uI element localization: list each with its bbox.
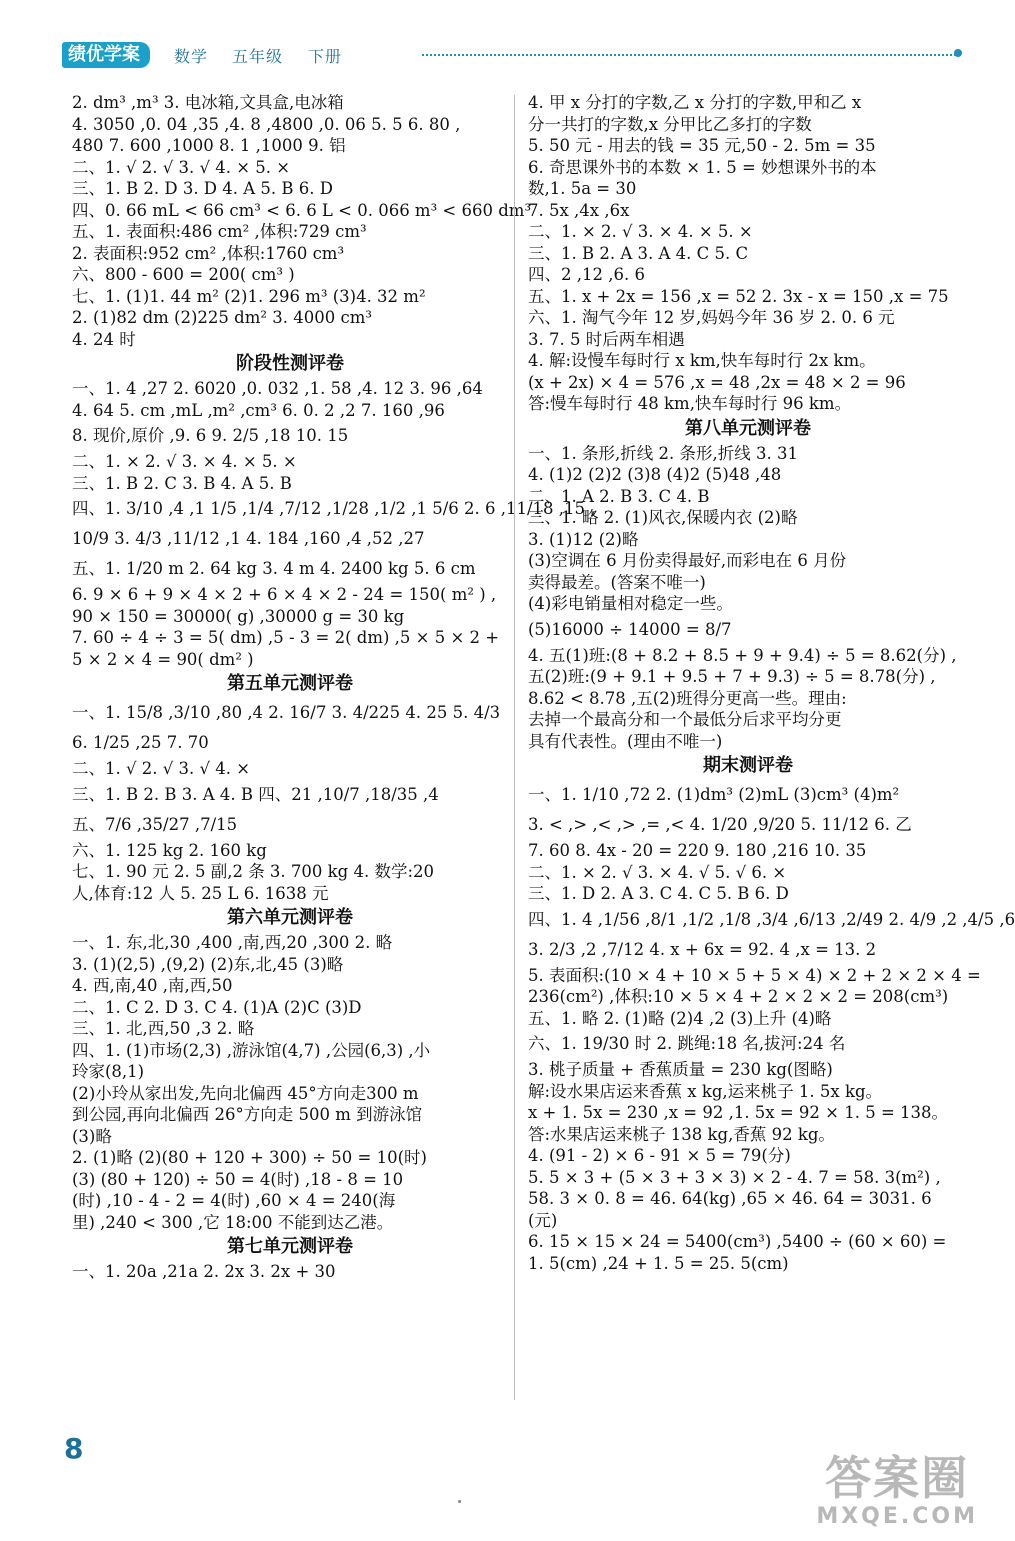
answer-line: 里) ,240 < 300 ,它 18:00 不能到达乙港。 [72, 1212, 394, 1232]
answer-line: 3. 7. 5 时后两车相遇 [528, 329, 685, 349]
section-title: 第五单元测评卷 [227, 673, 353, 694]
answer-line: 4. 3050 ,0. 04 ,35 ,4. 8 ,4800 ,0. 06 5. 5 6. 80 , [72, 114, 461, 134]
answer-line: 3. < ,> ,< ,> ,= ,< 4. 1/20 ,9/20 5. 11/12 6. 乙 [528, 815, 912, 834]
answer-line: 七、1. (1)1. 44 m² (2)1. 296 m³ (3)4. 32 m² [72, 286, 426, 306]
answer-line: 236(cm²) ,体积:10 × 5 × 4 + 2 × 2 × 2 = 208(cm³) [528, 987, 949, 1006]
answer-line: 去掉一个最高分和一个最低分后求平均分更 [528, 710, 842, 729]
answer-line: (5)16000 ÷ 14000 = 8/7 [528, 619, 732, 639]
answer-line: 六、1. 淘气今年 12 岁,妈妈今年 36 岁 2. 0. 6 元 [528, 308, 895, 327]
answer-line: 玲家(8,1) [72, 1062, 145, 1081]
answer-line: 3. 2/3 ,2 ,7/12 4. x + 6x = 92. 4 ,x = 13. 2 [528, 939, 877, 959]
answer-line: 三、1. 北,西,50 ,3 2. 略 [72, 1019, 255, 1038]
answer-line: 一、1. 东,北,30 ,400 ,南,西,20 ,300 2. 略 [72, 933, 393, 952]
answer-line: 4. 甲 x 分打的字数,乙 x 分打的字数,甲和乙 x [528, 93, 862, 112]
answer-line: (时) ,10 - 4 - 2 = 4(时) ,60 × 4 = 240(海 [72, 1191, 396, 1210]
answer-line: 五、1. 略 2. (1)略 (2)4 ,2 (3)上升 (4)略 [528, 1008, 832, 1028]
answer-line: 一、1. 条形,折线 2. 条形,折线 3. 31 [528, 443, 798, 463]
answer-line: 到公园,再向北偏西 26°方向走 500 m 到游泳馆 [72, 1105, 423, 1124]
answer-line: 四、1. 4 ,1/56 ,8/1 ,1/2 ,1/8 ,3/4 ,6/13 ,2/49 2. 4/9 ,2 ,4/5 ,6 [528, 909, 1015, 929]
answer-line: (3)略 [72, 1126, 112, 1146]
answer-line: 三、1. 略 2. (1)风衣,保暖内衣 (2)略 [528, 508, 798, 527]
answer-line: 答:慢车每时行 48 km,快车每时行 96 km。 [528, 394, 852, 413]
answer-line: x + 1. 5x = 230 ,x = 92 ,1. 5x = 92 × 1. 5 = 138。 [528, 1103, 949, 1122]
answer-line: 卖得最差。(答案不唯一) [528, 572, 706, 592]
answer-line: 三、1. B 2. D 3. D 4. A 5. B 6. D [72, 179, 334, 198]
answer-line: 4. 西,南,40 ,南,西,50 [72, 976, 233, 995]
answer-line: (元) [528, 1210, 558, 1230]
answer-line: 6. 9 × 6 + 9 × 4 × 2 + 6 × 4 × 2 - 24 = 150( m² ) , [72, 585, 497, 604]
answer-line: (4)彩电销量相对稳定一些。 [528, 594, 733, 613]
answer-line: 七、1. 90 元 2. 5 副,2 条 3. 700 kg 4. 数学:20 [72, 862, 435, 881]
section-title: 第七单元测评卷 [227, 1236, 353, 1257]
answer-line: 二、1. × 2. √ 3. × 4. × 5. × [72, 452, 297, 471]
answer-line: 2. 表面积:952 cm² ,体积:1760 cm³ [72, 243, 345, 263]
answer-line: 五(2)班:(9 + 9.1 + 9.5 + 7 + 9.3) ÷ 5 = 8.78(分) , [528, 667, 936, 686]
subject-label: 数学 [174, 47, 209, 66]
section-title: 期末测评卷 [703, 755, 793, 776]
answer-line: 四、1. 3/10 ,4 ,1 1/5 ,1/4 ,7/12 ,1/28 ,1/2 ,1 5/6 2. 6 ,11/18 ,15 , [72, 499, 596, 518]
watermark-url: MXQE.COM [816, 1504, 978, 1529]
answer-line: 二、1. A 2. B 3. C 4. B [528, 486, 710, 506]
answer-line: 4. (91 - 2) × 6 - 91 × 5 = 79(分) [528, 1146, 791, 1165]
answer-line: 一、1. 1/10 ,72 2. (1)dm³ (2)mL (3)cm³ (4)m² [528, 785, 900, 804]
answer-line: 8. 现价,原价 ,9. 6 9. 2/5 ,18 10. 15 [72, 426, 349, 445]
answer-line: 3. (1)12 (2)略 [528, 529, 639, 549]
answer-line: 10/9 3. 4/3 ,11/12 ,1 4. 184 ,160 ,4 ,52 ,27 [72, 529, 425, 548]
answer-line: 4. 24 时 [72, 329, 136, 349]
answer-line: 一、1. 15/8 ,3/10 ,80 ,4 2. 16/7 3. 4/225 4. 25 5. 4/3 [72, 703, 501, 722]
answer-line: 具有代表性。(理由不唯一) [528, 731, 723, 751]
answer-line: 三、1. B 2. C 3. B 4. A 5. B [72, 473, 292, 493]
answer-line: 五、1. 表面积:486 cm² ,体积:729 cm³ [72, 222, 367, 241]
watermark-logo-text: 答案圈 [825, 1451, 970, 1505]
answer-line: 58. 3 × 0. 8 = 46. 64(kg) ,65 × 46. 64 = 3031. 6 [528, 1189, 932, 1208]
answer-line: 4. 五(1)班:(8 + 8.2 + 8.5 + 9 + 9.4) ÷ 5 = 8.62(分) , [528, 645, 957, 665]
answer-line: 二、1. √ 2. √ 3. √ 4. × 5. × [72, 157, 291, 177]
answer-line: 解:设水果店运来香蕉 x kg,运来桃子 1. 5x kg。 [528, 1081, 883, 1101]
answer-line: 4. (1)2 (2)2 (3)8 (4)2 (5)48 ,48 [528, 465, 782, 484]
answer-line: 五、1. 1/20 m 2. 64 kg 3. 4 m 4. 2400 kg 5. 6 cm [72, 559, 476, 578]
answer-line: 6. 1/25 ,25 7. 70 [72, 733, 209, 752]
print-dot [458, 1500, 461, 1503]
answer-line: 7. 60 ÷ 4 ÷ 3 = 5( dm) ,5 - 3 = 2( dm) ,5 × 5 × 2 + [72, 628, 500, 647]
answer-line: 一、1. 20a ,21a 2. 2x 3. 2x + 30 [72, 1262, 336, 1281]
answer-line: 4. 64 5. cm ,mL ,m² ,cm³ 6. 0. 2 ,2 7. 160 ,96 [72, 400, 445, 420]
answer-line: 二、1. × 2. √ 3. × 4. × 5. × [528, 222, 753, 241]
answer-line: 六、1. 19/30 时 2. 跳绳:18 名,拔河:24 名 [528, 1034, 846, 1053]
answer-line: 90 × 150 = 30000( g) ,30000 g = 30 kg [72, 606, 405, 626]
answer-line: (3)空调在 6 月份卖得最好,而彩电在 6 月份 [528, 551, 847, 570]
section-title: 阶段性测评卷 [236, 353, 344, 374]
answer-line: 3. (1)(2,5) ,(9,2) (2)东,北,45 (3)略 [72, 954, 344, 974]
answer-line: 四、2 ,12 ,6. 6 [528, 265, 645, 284]
header-rule [422, 54, 956, 56]
answer-line: (3) (80 + 120) ÷ 50 = 4(时) ,18 - 8 = 10 [72, 1169, 404, 1189]
answer-line: 3. 桃子质量 + 香蕉质量 = 230 kg(图略) [528, 1060, 833, 1079]
answer-line: 分一共打的字数,x 分甲比乙多打的字数 [528, 114, 812, 134]
answer-column-right [528, 92, 1015, 1274]
answer-line: 480 7. 600 ,1000 8. 1 ,1000 9. 铝 [72, 136, 346, 155]
answer-line: 2. (1)82 dm (2)225 dm² 3. 4000 cm³ [72, 308, 372, 327]
answer-line: 6. 15 × 15 × 24 = 5400(cm³) ,5400 ÷ (60 × 60) = [528, 1232, 947, 1251]
answer-line: 1. 5(cm) ,24 + 1. 5 = 25. 5(cm) [528, 1253, 789, 1273]
section-title: 第六单元测评卷 [227, 907, 353, 928]
answer-line: 二、1. C 2. D 3. C 4. (1)A (2)C (3)D [72, 997, 362, 1017]
column-divider [514, 95, 515, 1400]
answer-line: 三、1. D 2. A 3. C 4. C 5. B 6. D [528, 884, 789, 903]
answer-line: 5. 5 × 3 + (5 × 3 + 3 × 3) × 2 - 4. 7 = 58. 3(m²) , [528, 1167, 941, 1187]
answer-line: 数,1. 5a = 30 [528, 179, 637, 198]
answer-line: 6. 奇思课外书的本数 × 1. 5 = 妙想课外书的本 [528, 157, 877, 177]
answer-line: 答:水果店运来桃子 138 kg,香蕉 92 kg。 [528, 1124, 835, 1144]
answer-line: 四、1. (1)市场(2,3) ,游泳馆(4,7) ,公园(6,3) ,小 [72, 1040, 431, 1060]
answer-line: 5 × 2 × 4 = 90( dm² ) [72, 649, 254, 669]
answer-line: 7. 60 8. 4x - 20 = 220 9. 180 ,216 10. 35 [528, 841, 867, 860]
brand-logo: 绩优学案 [62, 42, 150, 68]
watermark [816, 1452, 978, 1529]
answer-line: 2. dm³ ,m³ 3. 电冰箱,文具盒,电冰箱 [72, 93, 344, 112]
page-number: 8 [64, 1432, 84, 1465]
answer-line: 六、1. 125 kg 2. 160 kg [72, 840, 267, 860]
answer-line: 五、1. x + 2x = 156 ,x = 52 2. 3x - x = 150 ,x = 75 [528, 286, 949, 306]
answer-line: 4. 解:设慢车每时行 x km,快车每时行 2x km。 [528, 351, 876, 370]
answer-line: 三、1. B 2. A 3. A 4. C 5. C [528, 243, 749, 263]
answer-line: 五、7/6 ,35/27 ,7/15 [72, 814, 238, 834]
answer-line: 5. 表面积:(10 × 4 + 10 × 5 + 5 × 4) × 2 + 2 × 2 × 4 = [528, 965, 981, 985]
answer-line: 二、1. × 2. √ 3. × 4. √ 5. √ 6. × [528, 862, 787, 882]
page-header [62, 40, 962, 70]
answer-line: 7. 5x ,4x ,6x [528, 200, 630, 220]
grade-label: 五年级 [232, 47, 284, 66]
answer-line: (2)小玲从家出发,先向北偏西 45°方向走300 m [72, 1083, 419, 1103]
volume-label: 下册 [308, 47, 343, 66]
answer-line: 三、1. B 2. B 3. A 4. B 四、21 ,10/7 ,18/35 ,4 [72, 784, 439, 804]
section-title: 第八单元测评卷 [685, 417, 811, 439]
header-dot [954, 49, 962, 57]
answer-line: 六、800 - 600 = 200( cm³ ) [72, 265, 295, 284]
answer-line: (x + 2x) × 4 = 576 ,x = 48 ,2x = 48 × 2 = 96 [528, 372, 906, 392]
answer-line: 8.62 < 8.78 ,五(2)班得分更高一些。理由: [528, 688, 847, 708]
answer-line: 5. 50 元 - 用去的钱 = 35 元,50 - 2. 5m = 35 [528, 136, 876, 155]
answer-line: 二、1. √ 2. √ 3. √ 4. × [72, 759, 251, 778]
answer-line: 四、0. 66 mL < 66 cm³ < 6. 6 L < 0. 066 m³ < 660 dm³ [72, 200, 532, 220]
answer-line: 一、1. 4 ,27 2. 6020 ,0. 032 ,1. 58 ,4. 12 3. 96 ,64 [72, 379, 483, 398]
answer-line: 2. (1)略 (2)(80 + 120 + 300) ÷ 50 = 10(时) [72, 1148, 427, 1167]
answer-line: 人,体育:12 人 5. 25 L 6. 1638 元 [72, 883, 329, 903]
